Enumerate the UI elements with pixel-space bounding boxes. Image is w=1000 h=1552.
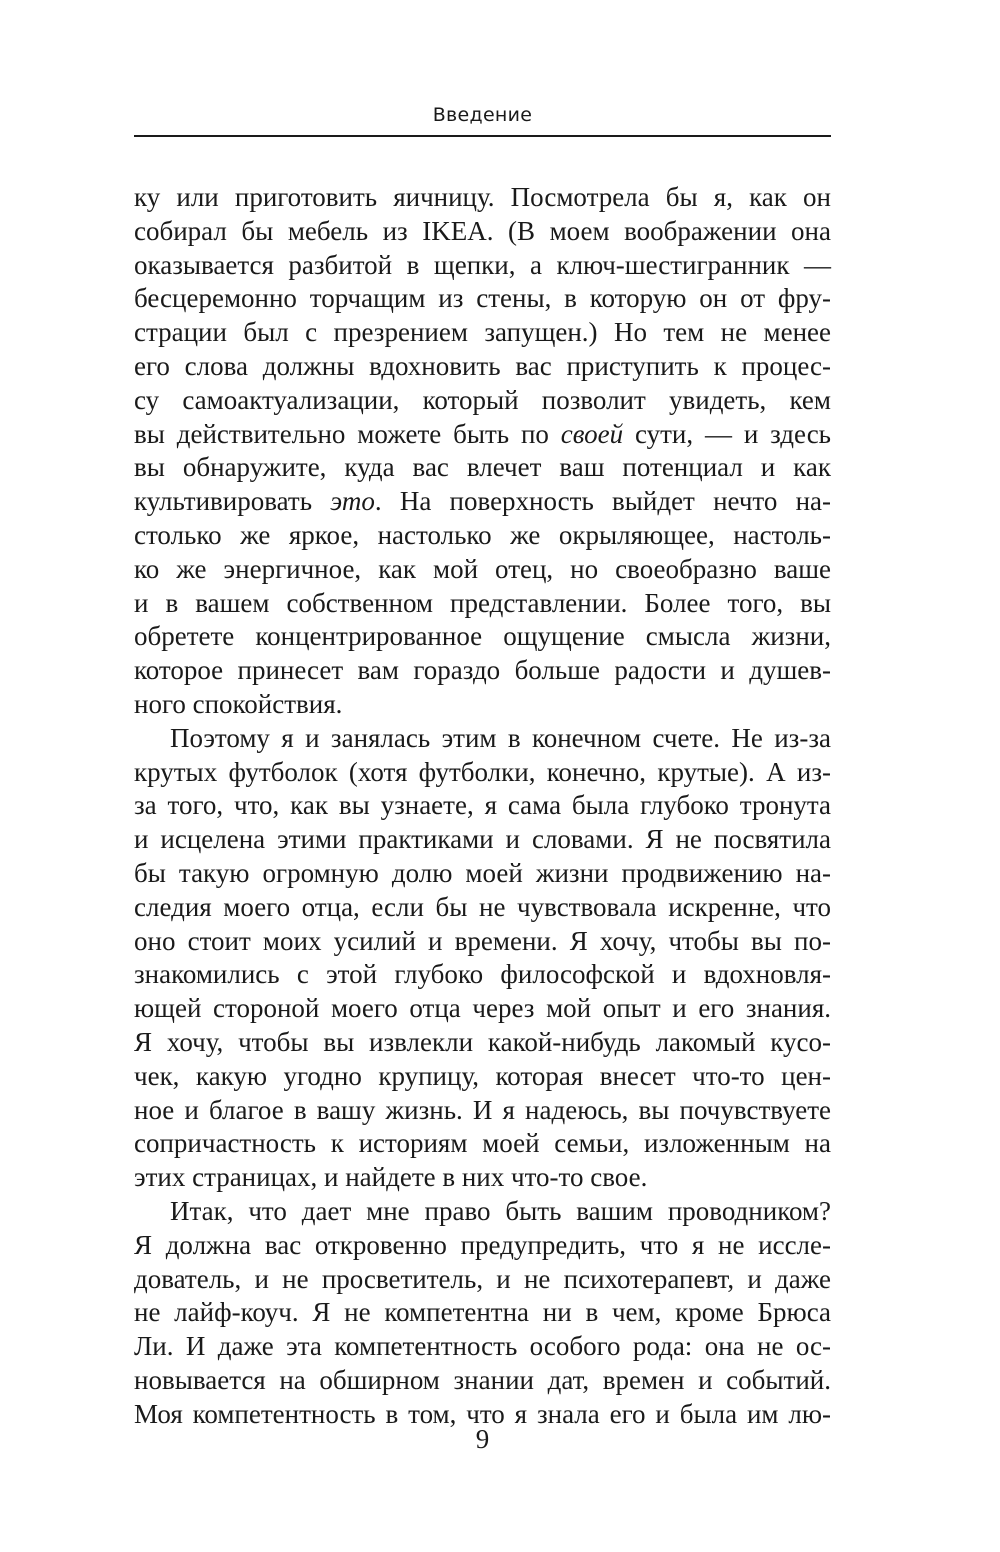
- text-line: собирал бы мебель из IKEA. (В моем воображении она: [134, 215, 831, 246]
- page-number: 9: [475, 1424, 490, 1454]
- text-line: культивировать это. На поверхность выйдет нечто на-: [134, 486, 832, 517]
- text-line: вы действительно можете быть по своей сути, — и здесь: [134, 418, 831, 449]
- text-line: обретете концентрированное ощущение смысла жизни,: [134, 621, 831, 652]
- text-line: дователь, и не просветитель, и не психотерапевт, и даже: [134, 1263, 831, 1294]
- text-line: за того, что, как вы узнаете, я сама была глубоко тронута: [134, 790, 831, 821]
- text-line: крутых футболок (хотя футболки, конечно, крутые). А из-: [134, 756, 831, 787]
- paragraph: [134, 181, 831, 722]
- text-line: которое принесет вам гораздо больше радости и душев-: [134, 655, 831, 686]
- paragraph: [134, 1195, 831, 1432]
- text-line: бы такую огромную долю моей жизни продвижению на-: [134, 857, 831, 888]
- text-line: оказывается разбитой в щепки, а ключ-шестигранник —: [134, 249, 831, 280]
- text-line: не лайф-коуч. Я не компетентна ни в чем, кроме Брюса: [134, 1297, 831, 1328]
- text-line: новывается на обширном знании дат, времен и событий.: [134, 1364, 831, 1395]
- text-line: ного спокойствия.: [134, 688, 343, 719]
- header-rule: [134, 135, 831, 137]
- text-line: Поэтому я и занялась этим в конечном счете. Не из-за: [170, 722, 831, 753]
- running-head: Введение: [432, 104, 533, 126]
- text-line: и в вашем собственном представлении. Более того, вы: [134, 587, 831, 618]
- text-line: ное и благое в вашу жизнь. И я надеюсь, вы почувствуете: [134, 1094, 831, 1125]
- paragraph: [134, 722, 831, 1195]
- text-line: столько же яркое, настолько же окрыляющее, настоль-: [134, 519, 831, 550]
- text-line: ку или приготовить яичницу. Посмотрела бы я, как он: [134, 182, 831, 212]
- text-line: и исцелена этими практиками и словами. Я не посвятила: [134, 824, 831, 855]
- text-line: следия моего отца, если бы не чувствовала искренне, что: [134, 891, 831, 922]
- body-text: [134, 181, 831, 1431]
- text-line: вы обнаружите, куда вас влечет ваш потенциал и как: [134, 452, 831, 483]
- text-line: ко же энергичное, как мой отец, но своеобразно ваше: [134, 553, 831, 584]
- text-line: Ли. И даже эта компетентность особого рода: она не ос-: [134, 1331, 831, 1362]
- text-line: Я должна вас откровенно предупредить, что я не иссле-: [134, 1229, 831, 1260]
- text-line: его слова должны вдохновить вас приступить к процес-: [134, 350, 831, 381]
- text-line: су самоактуализации, который позволит увидеть, кем: [134, 384, 831, 415]
- text-line: Итак, что дает мне право быть вашим проводником?: [170, 1195, 831, 1226]
- emphasis: своей: [560, 418, 624, 449]
- text-line: страции был с презрением запущен.) Но тем не менее: [134, 317, 831, 348]
- text-line: бесцеремонно торчащим из стены, в которую он от фру-: [134, 283, 831, 314]
- text-line: Моя компетентность в том, что я знала его и была им лю-: [134, 1398, 831, 1429]
- text-line: ющей стороной моего отца через мой опыт и его знания.: [134, 993, 831, 1024]
- text-line: этих страницах, и найдете в них что-то свое.: [134, 1162, 648, 1193]
- text-line: чек, какую угодно крупицу, которая внесет что-то цен-: [134, 1060, 831, 1091]
- text-line: сопричастность к историям моей семьи, изложенным на: [134, 1128, 831, 1159]
- text-line: оно стоит моих усилий и времени. Я хочу, чтобы вы по-: [134, 925, 831, 956]
- text-line: знакомились с этой глубоко философской и вдохновля-: [134, 959, 831, 990]
- text-line: Я хочу, чтобы вы извлекли какой-нибудь лакомый кусо-: [134, 1026, 831, 1057]
- emphasis: это: [330, 486, 375, 517]
